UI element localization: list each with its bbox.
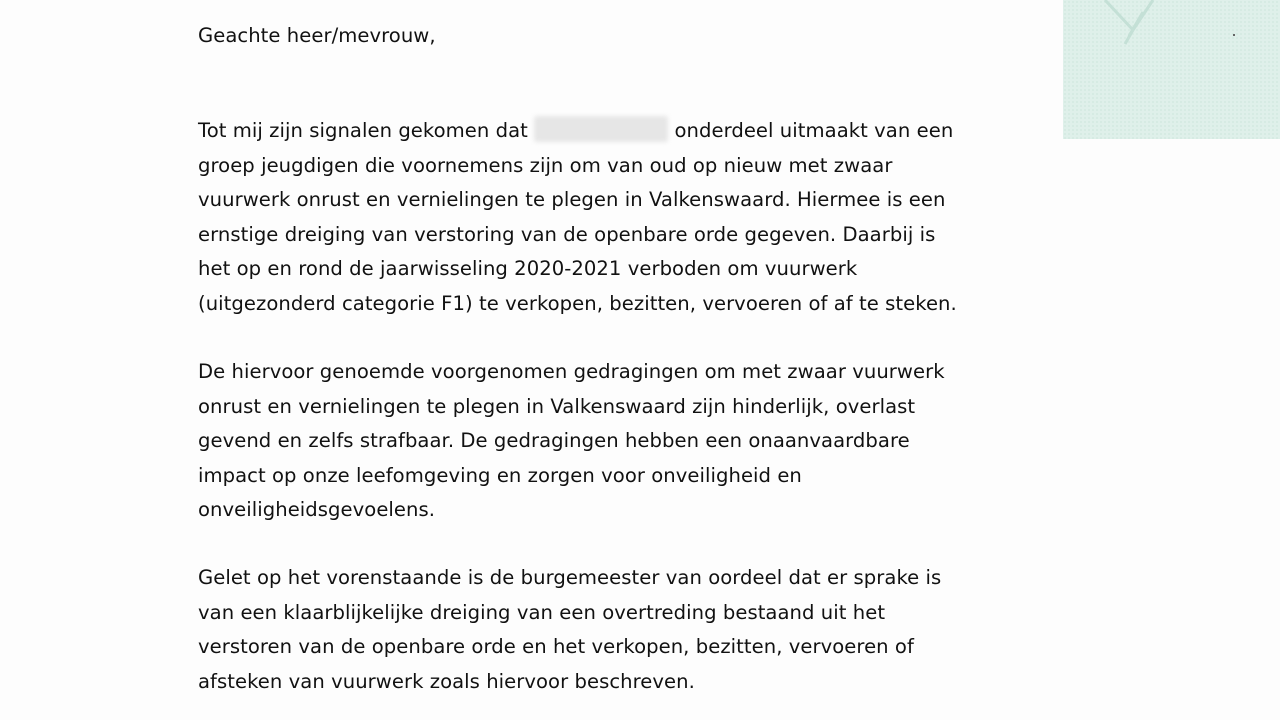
paragraph-line: vuurwerk onrust en vernielingen te plegen in Valkenswaard. Hiermee is een xyxy=(198,188,946,211)
letterhead-watermark xyxy=(1063,0,1280,139)
paragraph-line: Gelet op het vorenstaande is de burgemeester van oordeel dat er sprake is xyxy=(198,566,942,589)
paragraph-line: gevend en zelfs strafbaar. De gedragingen hebben een onaanvaardbare xyxy=(198,429,910,452)
paragraph-line: (uitgezonderd categorie F1) te verkopen, bezitten, vervoeren of af te steken. xyxy=(198,291,957,315)
paragraph-3 xyxy=(198,561,941,699)
paragraph-line: van een klaarblijkelijke dreiging van een overtreding bestaand uit het xyxy=(198,600,886,624)
greeting: Geachte heer/mevrouw, xyxy=(198,24,436,47)
paragraph-line: impact op onze leefomgeving en zorgen voor onveiligheid en xyxy=(198,463,802,487)
paragraph-line: verstoren van de openbare orde en het verkopen, bezitten, vervoeren of xyxy=(198,635,914,658)
redacted-name xyxy=(534,116,668,142)
speck xyxy=(1233,34,1235,36)
paragraph-line: onveiligheidsgevoelens. xyxy=(198,498,436,521)
paragraph-line: De hiervoor genoemde voorgenomen gedragingen om met zwaar vuurwerk xyxy=(198,360,945,383)
paragraph-1 xyxy=(198,114,957,321)
paragraph-line: ernstige dreiging van verstoring van de openbare orde gegeven. Daarbij is xyxy=(198,222,936,246)
cross-emblem-icon xyxy=(1103,0,1163,46)
paragraph-line: onrust en vernielingen te plegen in Valkenswaard zijn hinderlijk, overlast xyxy=(198,394,916,418)
paragraph-line: het op en rond de jaarwisseling 2020-2021 verboden om vuurwerk xyxy=(198,257,858,280)
paragraph-line: afsteken van vuurwerk zoals hiervoor beschreven. xyxy=(198,669,695,693)
paragraph-line: Tot mij zijn signalen gekomen dat onderdeel uitmaakt van een xyxy=(198,114,957,149)
paragraph-line: groep jeugdigen die voornemens zijn om van oud op nieuw met zwaar xyxy=(198,153,893,177)
paragraph-2 xyxy=(198,355,945,528)
